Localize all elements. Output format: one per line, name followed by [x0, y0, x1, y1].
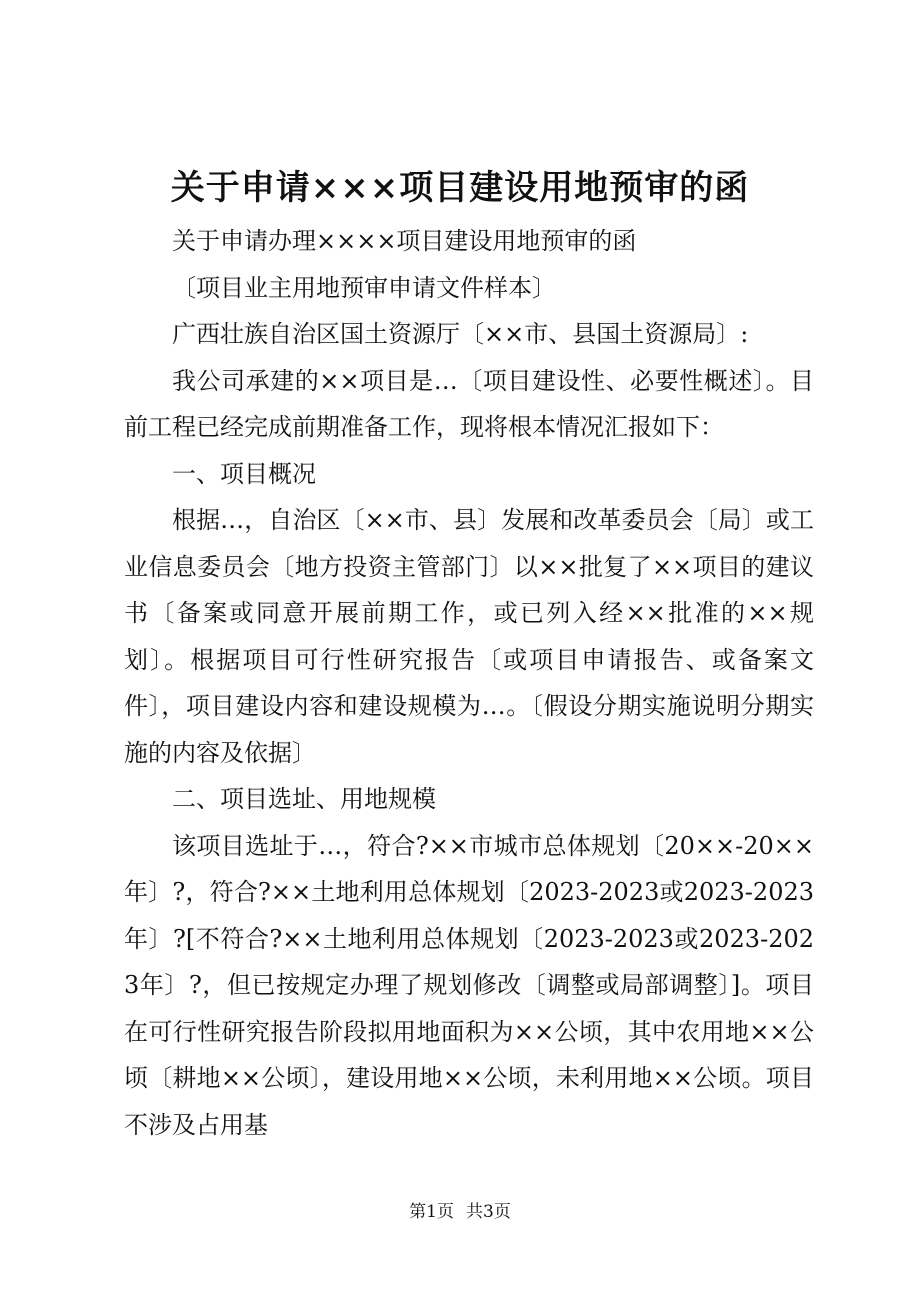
paragraph-sample-note: 〔项目业主用地预审申请文件样本〕 [172, 273, 556, 302]
paragraph-addressee: 广西壮族自治区国土资源厅〔××市、县国土资源局〕: [172, 320, 749, 348]
document-title: 关于申请×××项目建设用地预审的函 [170, 168, 750, 208]
paragraph-site: 该项目选址于…，符合?××市城市总体规划〔20××-20××年〕?，符合?××土地利用总体规划〔2023-2023或2023-2023年〕?[不符合?××土地利用总体规划〔2023-2023或2023-2023年〕?，但已按规定办理了规划修改〔调整或局部调整〕]。项目在可行性研究报告阶段拟用地面积为××公顷，其中农用地××公顷〔耕地××公顷〕，建设用地××公顷，未利用地××公顷。项目不涉及占用基 [124, 831, 814, 1139]
paragraph-intro: 我公司承建的××项目是…〔项目建设性、必要性概述〕。目前工程已经完成前期准备工作，现将根本情况汇报如下： [124, 366, 814, 441]
page-footer [0, 1198, 920, 1226]
document-body [124, 218, 814, 1148]
paragraph-overview: 根据…，自治区〔××市、县〕发展和改革委员会〔局〕或工业信息委员会〔地方投资主管部门〕以××批复了××项目的建议书〔备案或同意开展前期工作，或已列入经××批准的××规划〕。根据项目可行性研究报告〔或项目申请报告、或备案文件〕，项目建设内容和建设规模为…。〔假设分期实施说明分期实施的内容及依据〕 [124, 506, 814, 767]
page-total: 共3页 [466, 1202, 511, 1222]
section-heading-overview: 一、项目概况 [172, 459, 316, 488]
paragraph-subtitle: 关于申请办理××××项目建设用地预审的函 [172, 227, 637, 255]
section-heading-site: 二、项目选址、用地规模 [172, 785, 436, 813]
page-number: 第1页 [409, 1202, 454, 1222]
